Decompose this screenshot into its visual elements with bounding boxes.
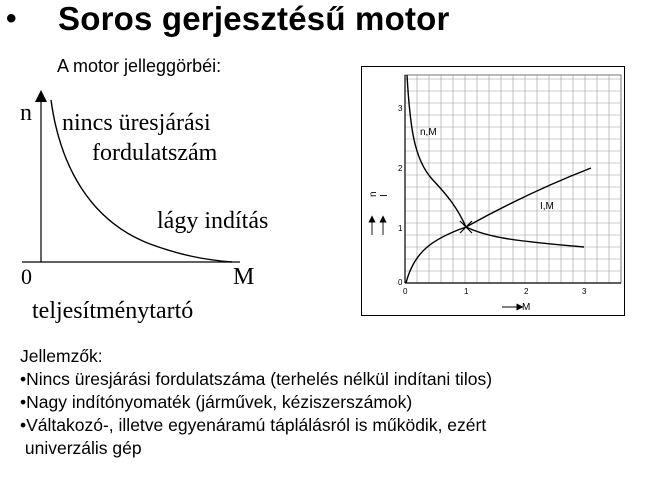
feature-item-ac-dc-line1: •Váltakozó-, illetve egyenáramú táplálásról is működik, ezért xyxy=(20,415,487,435)
right-characteristic-diagram xyxy=(362,67,624,315)
features-heading: Jellemzők: xyxy=(20,346,103,366)
feature-item-ac-dc-line2: univerzális gép xyxy=(20,438,142,458)
left-y-axis-label: n xyxy=(20,100,32,126)
right-y-tick-0: 0 xyxy=(398,278,403,287)
left-label-soft-start: lágy indítás xyxy=(157,208,269,234)
left-origin-label: 0 xyxy=(21,264,32,289)
feature-item-high-torque: •Nagy indítónyomaték (járművek, kéziszerszámok) xyxy=(20,392,413,412)
right-x-tick-2: 2 xyxy=(524,287,529,296)
left-x-axis-label: M xyxy=(233,264,255,290)
right-curve-label-current: I,M xyxy=(540,201,554,212)
right-y-tick-1: 1 xyxy=(398,224,403,233)
right-x-tick-0: 0 xyxy=(403,287,408,296)
right-x-axis-label: M xyxy=(522,302,531,313)
title-bullet: • xyxy=(6,2,17,35)
slide-subtitle: A motor jelleggörbéi: xyxy=(57,56,222,76)
right-y-axis-label-n: n xyxy=(368,191,379,197)
features-list xyxy=(20,345,492,460)
right-y-axis-label-i: I xyxy=(379,194,390,197)
right-curve-label-speed: n,M xyxy=(420,127,437,138)
left-label-power-keeping: teljesítménytartó xyxy=(32,298,194,324)
right-y-tick-3: 3 xyxy=(398,104,403,113)
right-y-tick-2: 2 xyxy=(398,164,403,173)
left-label-no-idle-line1: nincs üresjárási xyxy=(62,110,211,136)
left-label-no-idle-line2: fordulatszám xyxy=(92,140,218,166)
slide-title: Soros gerjesztésű motor xyxy=(58,0,450,37)
right-diagram-frame xyxy=(361,66,625,316)
feature-item-no-idle-speed: •Nincs üresjárási fordulatszáma (terhelés nélkül indítani tilos) xyxy=(20,369,493,389)
right-x-tick-1: 1 xyxy=(464,287,469,296)
left-characteristic-diagram xyxy=(0,86,300,346)
right-x-tick-3: 3 xyxy=(582,287,587,296)
